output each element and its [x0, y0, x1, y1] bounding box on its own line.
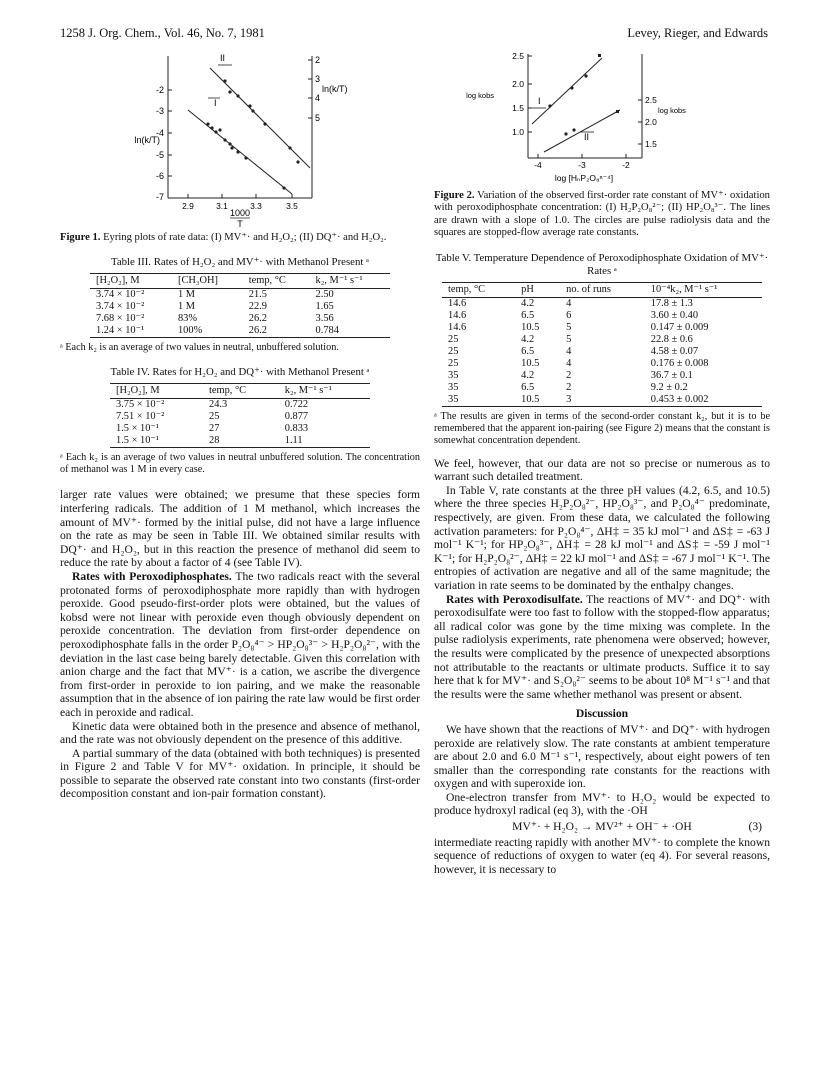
- figure-1-plot: [60, 48, 420, 228]
- table-4-title: Table IV. Rates for H₂O₂ and DQ⁺· with Methanol Present ᵃ: [110, 366, 370, 379]
- table-row: [442, 382, 762, 394]
- cell: 14.6: [448, 309, 467, 321]
- table-5-footnote: ᵃ The results are given in terms of the second-order constant k₂, but it is to be remembered that the apparent ion-pairing (see Figure 2) means that the constant is somewhat concentration dependent.: [434, 410, 770, 446]
- fig2-ytick-left: 1.0: [512, 127, 524, 137]
- fig1-xtick: 3.1: [216, 201, 228, 211]
- table-3-title: Table III. Rates of H₂O₂ and MV⁺· with Methanol Present ᵃ: [111, 256, 369, 269]
- cell: 7.68 × 10⁻²: [96, 313, 145, 325]
- fig2-ytick-left: 2.5: [512, 51, 524, 61]
- fig1-ytick-right: 5: [315, 113, 321, 123]
- figure-1: [60, 48, 420, 228]
- figure-2-caption: [434, 190, 770, 240]
- cell: 2: [566, 381, 572, 393]
- fig1-ytick-left: -7: [155, 192, 164, 202]
- table-5-grid: [442, 282, 762, 407]
- equation-text: MV⁺· + H₂O₂ → MV²⁺ + OH⁻ + ·OH: [512, 820, 692, 834]
- paragraph-text: The reactions of MV⁺· and DQ⁺· with peroxodisulfate were too fast to follow with the stopped-flow apparatus; all radical color was gone by the time mixing was complete. In the pulse radiolysis experiments, rate phenomena were observed; however, the results were complicated by the presence of unexpected absorptions not attributable to the reactants or ultimate products. Suffice it to say here that k for MV⁺· and S₂O₈²⁻ seems to be about 10⁸ M⁻¹ s⁻¹ and that the results were the same whether methanol was present or absent.: [434, 592, 770, 701]
- paragraph: [60, 570, 420, 720]
- figure-2-caption-label: Figure 2.: [434, 190, 475, 201]
- fig1-ytick-left: -6: [155, 171, 164, 181]
- table-5-header: no. of runs: [560, 282, 645, 297]
- cell: 3.75 × 10⁻²: [116, 399, 165, 411]
- cell: 17.8 ± 1.3: [650, 297, 693, 309]
- cell: 0.147 ± 0.009: [650, 321, 709, 333]
- cell: 0.784: [310, 325, 390, 338]
- cell: 6: [566, 309, 572, 321]
- table-row: [442, 358, 762, 370]
- fig1-ytick-right: 3: [315, 74, 321, 84]
- table-4-header: temp, °C: [203, 384, 279, 399]
- cell: 26.2: [243, 325, 310, 338]
- paragraph: We feel, however, that our data are not so precise or numerous as to warrant such detailed treatment.: [434, 456, 770, 484]
- table-row: [90, 325, 390, 338]
- cell: 4: [566, 345, 572, 357]
- cell: 9.2 ± 0.2: [650, 381, 688, 393]
- table-row: [90, 289, 390, 302]
- table-row: [110, 423, 370, 435]
- table-5-header: temp, °C: [442, 282, 515, 297]
- fig1-label-I: I: [214, 98, 217, 108]
- cell: 6.5: [521, 345, 535, 357]
- paragraph: A partial summary of the data (obtained with both techniques) is presented in Figure 2 and Table V for MV⁺· oxidation. In principle, it should be possible to separate the observed rate constant into two constants (first-order decomposition constant and ion-pair formation constant).: [60, 746, 420, 801]
- fig1-ytick-left: -5: [155, 150, 164, 160]
- table-3-header: [H₂O₂], M: [90, 274, 172, 289]
- cell: 2: [566, 369, 572, 381]
- cell: 10.5: [521, 321, 540, 333]
- figure-2: [434, 48, 770, 186]
- cell: 3.74 × 10⁻²: [96, 289, 145, 301]
- cell: 1 M: [177, 289, 196, 301]
- table-3-header: k₂, M⁻¹ s⁻¹: [310, 274, 390, 289]
- fig2-ylabel-left: log kobs: [466, 91, 494, 100]
- figure-2-plot: [434, 48, 770, 186]
- cell: 22.8 ± 0.6: [650, 333, 693, 345]
- cell: 5: [566, 321, 572, 333]
- cell: 2.50: [315, 289, 334, 301]
- right-body-text: [434, 457, 770, 877]
- fig1-xtick: 2.9: [182, 201, 194, 211]
- table-4-header: k₂, M⁻¹ s⁻¹: [279, 384, 370, 399]
- paragraph: One-electron transfer from MV⁺· to H₂O₂ would be expected to produce hydroxyl radical (eq 3), with the ·OH: [434, 790, 770, 818]
- paragraph: We have shown that the reactions of MV⁺· and DQ⁺· with hydrogen peroxide are relatively slow. The rate constants at ambient temperature are about 2.0 and 6.0 M⁻¹ s⁻¹, respectively, about eight powers of ten smaller than the corresponding rate constants for the reactions with oxygen and with superoxide ion.: [434, 722, 770, 791]
- cell: 5: [566, 333, 572, 345]
- table-row: [110, 435, 370, 448]
- cell: 35: [448, 369, 459, 381]
- fig2-ytick-right: 1.5: [645, 139, 657, 149]
- cell: 0.722: [284, 399, 309, 411]
- paragraph: [434, 593, 770, 702]
- cell: 0.833: [284, 423, 309, 435]
- paragraph: intermediate reacting rapidly with another MV⁺· to complete the known sequence of reductions of oxygen to water (eq 4). For several reasons, however, it is necessary to: [434, 835, 770, 876]
- cell: 25: [448, 345, 459, 357]
- cell: 1.5 × 10⁻¹: [110, 435, 203, 448]
- cell: 4: [566, 357, 572, 369]
- table-row: [442, 346, 762, 358]
- fig1-xtick: 3.5: [286, 201, 298, 211]
- cell: 1.5 × 10⁻¹: [116, 423, 160, 435]
- table-5-header: 10⁻⁴k₂, M⁻¹ s⁻¹: [645, 282, 762, 297]
- fig2-xtick: -2: [622, 160, 630, 170]
- table-5: [434, 252, 770, 447]
- cell: 3.60 ± 0.40: [650, 309, 699, 321]
- cell: 0.176 ± 0.008: [650, 357, 709, 369]
- cell: 22.9: [248, 301, 267, 313]
- cell: 36.7 ± 0.1: [650, 369, 693, 381]
- cell: 1.65: [315, 301, 334, 313]
- cell: 24.3: [209, 399, 228, 411]
- table-row: [442, 310, 762, 322]
- cell: 10.5: [515, 394, 560, 407]
- fig2-xlabel: log [HₙP₂O₈ⁿ⁻⁴]: [554, 173, 614, 183]
- cell: 3.74 × 10⁻²: [96, 301, 145, 313]
- fig2-xtick: -3: [578, 160, 586, 170]
- fig1-xlabel-num: 1000: [229, 208, 251, 218]
- paragraph: larger rate values were obtained; we presume that these species form interfering radicals. The addition of 1 M methanol, which increases the amount of MV⁺· formed by the initial pulse, did not have a large influence on the rate as may be seen in Table III. We obtained similar results with DQ⁺· and H₂O₂, but in this reaction the presence of methanol did seem to reduce the rate by about a factor of 4 (see Table IV).: [60, 488, 420, 570]
- equation-3: [434, 820, 770, 834]
- left-body-text: [60, 488, 420, 801]
- cell: 35: [442, 394, 515, 407]
- cell: 14.6: [448, 297, 467, 309]
- figure-1-caption-text: Eyring plots of rate data: (I) MV⁺· and H₂O₂; (II) DQ⁺· and H₂O₂.: [100, 232, 387, 243]
- fig1-xtick: 3.3: [250, 201, 262, 211]
- fig2-ytick-left: 2.0: [512, 79, 524, 89]
- cell: 25: [448, 357, 459, 369]
- cell: 4.2: [521, 333, 535, 345]
- table-3: [60, 256, 420, 354]
- fig2-label-I: I: [538, 96, 541, 106]
- table-4: [60, 366, 420, 476]
- cell: 0.453 ± 0.002: [645, 394, 762, 407]
- fig1-label-II: II: [220, 53, 226, 63]
- table-3-header: temp, °C: [243, 274, 310, 289]
- fig2-xtick: -4: [534, 160, 542, 170]
- figure-2-caption-text: Variation of the observed first-order rate constant of MV⁺· oxidation with peroxodiphosphate concentration: (I) H₂P₂O₈²⁻; (II) HP₂O₈³⁻. The lines are drawn with a slope of 1.0. The circles are pulse radiolysis data and the squares are stopped-flow average rate constants.: [434, 190, 770, 239]
- fig1-ytick-left: -3: [155, 106, 164, 116]
- table-3-footnote: ᵃ Each k₂ is an average of two values in neutral, unbuffered solution.: [60, 342, 339, 354]
- fig2-ytick-right: 2.0: [645, 117, 657, 127]
- table-3-grid: [90, 273, 390, 338]
- cell: 28: [203, 435, 279, 448]
- left-column: [60, 48, 420, 801]
- table-4-header: [H₂O₂], M: [110, 384, 203, 399]
- figure-1-caption-label: Figure 1.: [60, 232, 101, 243]
- fig1-ytick-right: 4: [315, 93, 321, 103]
- table-4-grid: [110, 383, 370, 448]
- table-row: [110, 411, 370, 423]
- header-right: Levey, Rieger, and Edwards: [627, 26, 768, 40]
- table-5-header: pH: [515, 282, 560, 297]
- table-row: [442, 370, 762, 382]
- cell: 10.5: [521, 357, 540, 369]
- cell: 4: [566, 297, 572, 309]
- fig1-xlabel-den: T: [237, 219, 243, 228]
- section-heading: Rates with Peroxodisulfate.: [446, 592, 583, 606]
- cell: 14.6: [448, 321, 467, 333]
- cell: 7.51 × 10⁻²: [116, 411, 165, 423]
- table-row: [442, 334, 762, 346]
- cell: 83%: [177, 313, 198, 325]
- header-left: 1258 J. Org. Chem., Vol. 46, No. 7, 1981: [60, 26, 265, 40]
- table-row: [90, 313, 390, 325]
- cell: 100%: [172, 325, 243, 338]
- cell: 35: [448, 381, 459, 393]
- fig1-ytick-left: -4: [155, 128, 164, 138]
- table-row: [110, 399, 370, 412]
- cell: 27: [209, 423, 220, 435]
- table-row: [90, 301, 390, 313]
- cell: 1.11: [279, 435, 370, 448]
- fig2-ytick-left: 1.5: [512, 103, 524, 113]
- cell: 6.5: [521, 381, 535, 393]
- cell: 4.2: [521, 369, 535, 381]
- cell: 3.56: [315, 313, 334, 325]
- table-5-title: Table V. Temperature Dependence of Peroxodiphosphate Oxidation of MV⁺· Rates ᵃ: [435, 251, 769, 277]
- table-3-header: [CH₃OH]: [172, 274, 243, 289]
- cell: 3: [560, 394, 645, 407]
- cell: 25: [448, 333, 459, 345]
- cell: 1.24 × 10⁻¹: [90, 325, 172, 338]
- cell: 21.5: [248, 289, 267, 301]
- paragraph-text: The two radicals react with the several protonated forms of peroxodiphosphate more rapidly than with hydrogen peroxide. Good pseudo-first-order plots were obtained, but the values of kobsd were not linear with peroxide even though obviously dependent on peroxide concentration. The deviation from first-order dependence on peroxodiphosphate falls in the order P₂O₈⁴⁻ > HP₂O₈³⁻ > H₂P₂O₈²⁻, with the deviation in the last case being barely detectable. Given this correlation with anion charge and the fact that MV⁺· is a cation, we ascribe the divergence from first-order in peroxide to ion pairing, and we make the reasonable assumption that in the absence of ion pairing the rate law would be first order each in peroxide and radical.: [60, 569, 420, 719]
- paragraph: Kinetic data were obtained both in the presence and absence of methanol, and the rate was not obviously dependent on the presence of this additive.: [60, 719, 420, 747]
- cell: 1 M: [177, 301, 196, 313]
- cell: 25: [209, 411, 220, 423]
- fig1-ytick-left: -2: [155, 85, 164, 95]
- fig2-ytick-right: 2.5: [645, 95, 657, 105]
- cell: 4.2: [521, 297, 535, 309]
- table-4-footnote: ᵃ Each k₂ is an average of two values in neutral unbuffered solution. The concentration of methanol was 1 M in every case.: [60, 452, 420, 476]
- fig1-ytick-right: 2: [315, 55, 321, 65]
- cell: 26.2: [248, 313, 267, 325]
- cell: 0.877: [284, 411, 309, 423]
- running-header: [60, 26, 768, 44]
- fig2-ylabel-right: log kobs: [658, 106, 686, 115]
- right-column: [434, 48, 770, 876]
- paragraph: In Table V, rate constants at the three pH values (4.2, 6.5, and 10.5) where the three species H₂P₂O₈²⁻, HP₂O₈³⁻, and P₂O₈⁴⁻ predominate, respectively, are given. From these data, we calculated the following activation parameters: for P₂O₈⁴⁻, ΔH‡ = 35 kJ mol⁻¹ and ΔS‡ = -63 J mol⁻¹ K⁻¹; for HP₂O₈³⁻, ΔH‡ = 28 kJ mol⁻¹ and ΔS‡ = -59 J mol⁻¹ K⁻¹; for H₂P₂O₈²⁻, ΔH‡ = 22 kJ mol⁻¹ and ΔS‡ = -67 J mol⁻¹ K⁻¹. The entropies of activation are negative and all of the same magnitude; the variation in rate seems to be dominated by the enthalpy changes.: [434, 483, 770, 592]
- cell: 6.5: [521, 309, 535, 321]
- fig2-label-II: II: [584, 132, 590, 142]
- figure-1-caption: [60, 232, 420, 244]
- discussion-heading: Discussion: [575, 707, 629, 721]
- cell: 4.58 ± 0.07: [650, 345, 699, 357]
- section-heading: Rates with Peroxodiphosphates.: [72, 569, 232, 583]
- table-row: [442, 297, 762, 310]
- fig1-ylabel-right: ln(k/T): [322, 84, 348, 94]
- table-row: [442, 322, 762, 334]
- equation-number: (3): [748, 820, 762, 834]
- fig1-ylabel-left: ln(k/T): [134, 135, 160, 145]
- table-row: [442, 394, 762, 407]
